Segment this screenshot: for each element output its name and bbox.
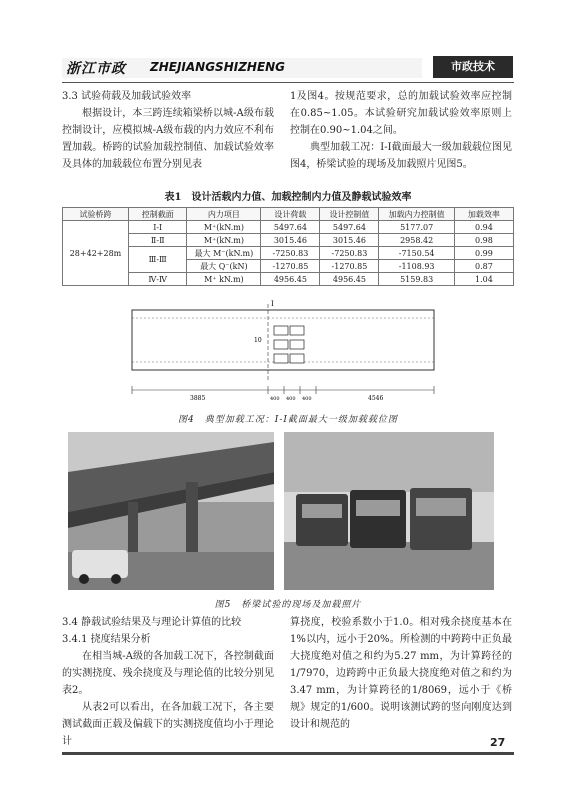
- table-cell: 最大 M⁻(kN.m): [187, 247, 261, 260]
- column-right-top: [290, 88, 512, 173]
- dimension-label: 10: [254, 337, 262, 344]
- table-row: [63, 221, 514, 234]
- section-label: I: [271, 300, 274, 308]
- header-rule: [62, 82, 514, 83]
- bridge-site-photo: [68, 432, 274, 590]
- table-row: [63, 247, 514, 260]
- table-header-cell: 设计荷载: [261, 208, 320, 221]
- paragraph: 算挠度，校验系数小于1.0。相对残余挠度基本在1%以内，远小于20%。所检测的中跨跨中正负最大挠度绝对值之和约为5.27 mm，为计算跨径的1/7970，边跨跨中正负最大挠度绝对值之和约为3.47 mm，为计算跨径的1/8069，远小于《桥规》规定的1/600。说明该测试跨的竖向刚度达到设计和规范的: [290, 617, 512, 730]
- table-cell: 最大 Q⁻(kN): [187, 260, 261, 273]
- truck-icon: [274, 354, 288, 363]
- table-cell: 5497.64: [261, 221, 320, 234]
- van-icon: [72, 550, 128, 578]
- table-cell: 5177.07: [379, 221, 454, 234]
- table-cell: 3015.46: [261, 234, 320, 247]
- truck-icon: [290, 326, 304, 335]
- table-cell: Ⅲ-Ⅲ: [128, 247, 186, 273]
- paragraph: 在相当城-A级的各加载工况下，各控制截面的实测挠度、残余挠度及与理论值的比较分别见表2。: [62, 651, 274, 696]
- journal-logo-en: ZHEJIANGSHIZHENG: [150, 60, 286, 74]
- column-left-top: [62, 88, 274, 173]
- load-layout-drawing: [118, 296, 448, 406]
- table-cell: M⁺ kN.m): [187, 273, 261, 286]
- page-number: 27: [490, 736, 506, 749]
- paragraph: 从表2可以看出，在各加载工况下，各主要测试截面正载及偏载下的实测挠度值均小于理论计: [62, 702, 274, 747]
- dimension-label: 400: [286, 396, 296, 402]
- truck-icon: [274, 326, 288, 335]
- truck-icon: [290, 340, 304, 349]
- table-cell: Ⅳ-Ⅳ: [128, 273, 186, 286]
- truck-icon: [410, 488, 472, 550]
- table-cell: -7150.54: [379, 247, 454, 260]
- figure-caption: 图5 桥梁试验的现场及加载照片: [214, 600, 362, 610]
- table-cell: 0.87: [454, 260, 513, 273]
- section-heading-3-4: 3.4 静载试验结果及与理论计算值的比较: [62, 617, 242, 628]
- data-table: [62, 207, 514, 286]
- truck-icon: [290, 354, 304, 363]
- truck-icon: [350, 490, 406, 548]
- table-cell: M⁺(kN.m): [187, 234, 261, 247]
- column-left-bottom: [62, 614, 274, 750]
- table-cell: -1270.85: [320, 260, 379, 273]
- table-cell: -7250.83: [320, 247, 379, 260]
- table-cell: M⁺(kN.m): [187, 221, 261, 234]
- table-cell: -1270.85: [261, 260, 320, 273]
- journal-logo-cn: 浙江市政: [66, 61, 126, 77]
- figure-caption: 图4 典型加载工况：I-I截面最大一级加载载位图: [178, 415, 398, 425]
- dimension-label: 4546: [368, 395, 384, 402]
- table-cell: 0.94: [454, 221, 513, 234]
- table-cell: 5497.64: [320, 221, 379, 234]
- table-header-cell: 控制截面: [128, 208, 186, 221]
- table-header-cell: 试验桥跨: [63, 208, 129, 221]
- loading-trucks-photo: [284, 432, 494, 590]
- table-header-cell: 内力项目: [187, 208, 261, 221]
- table-row: [63, 234, 514, 247]
- table-header-cell: 加载内力控制值: [379, 208, 454, 221]
- truck-icon: [274, 340, 288, 349]
- table-cell: 5159.83: [379, 273, 454, 286]
- table-cell: Ⅰ-Ⅰ: [128, 221, 186, 234]
- table-header-cell: 设计控制值: [320, 208, 379, 221]
- section-heading-3-4-1: 3.4.1 挠度结果分析: [62, 634, 151, 645]
- table-title: 表1 设计活载内力值、加载控制内力值及静载试验效率: [164, 192, 412, 203]
- table-cell: 0.98: [454, 234, 513, 247]
- paragraph: 1及图4。按规范要求，总的加载试验效率应控制在0.85~1.05。本试验研究加载试验效率原则上控制在0.90~1.04之间。: [290, 91, 512, 136]
- table-cell: 4956.45: [320, 273, 379, 286]
- truck-icon: [296, 494, 348, 546]
- paragraph: 根据设计，本三跨连续箱梁桥以城-A级布载控制设计，应模拟城-A级布载的内力效应不利布置加载。桥跨的试验加载控制值、加载试验效率及具体的加载载位布置分别见表: [62, 108, 274, 170]
- table-row: [63, 273, 514, 286]
- dimension-label: 400: [302, 396, 312, 402]
- table-cell: 0.99: [454, 247, 513, 260]
- table-header-cell: 加载效率: [454, 208, 513, 221]
- footer-rule: [62, 752, 514, 755]
- dimension-label: 3885: [190, 395, 206, 402]
- section-tag: 市政技术: [433, 56, 513, 78]
- table-cell: 4956.45: [261, 273, 320, 286]
- table-cell: Ⅱ-Ⅱ: [128, 234, 186, 247]
- table-cell: 1.04: [454, 273, 513, 286]
- column-right-bottom: [290, 614, 512, 733]
- table-cell: 3015.46: [320, 234, 379, 247]
- dimension-label: 400: [270, 396, 280, 402]
- table-header-row: [63, 208, 514, 221]
- table-cell-span: 28+42+28m: [63, 221, 129, 286]
- table-cell: -7250.83: [261, 247, 320, 260]
- table-cell: 2958.42: [379, 234, 454, 247]
- table-cell: -1108.93: [379, 260, 454, 273]
- page-header: [0, 56, 581, 80]
- paragraph: 典型加载工况：I-I截面最大一级加载载位图见图4，桥梁试验的现场及加载照片见图5。: [290, 142, 512, 170]
- section-heading-3-3: 3.3 试验荷载及加载试验效率: [62, 91, 192, 102]
